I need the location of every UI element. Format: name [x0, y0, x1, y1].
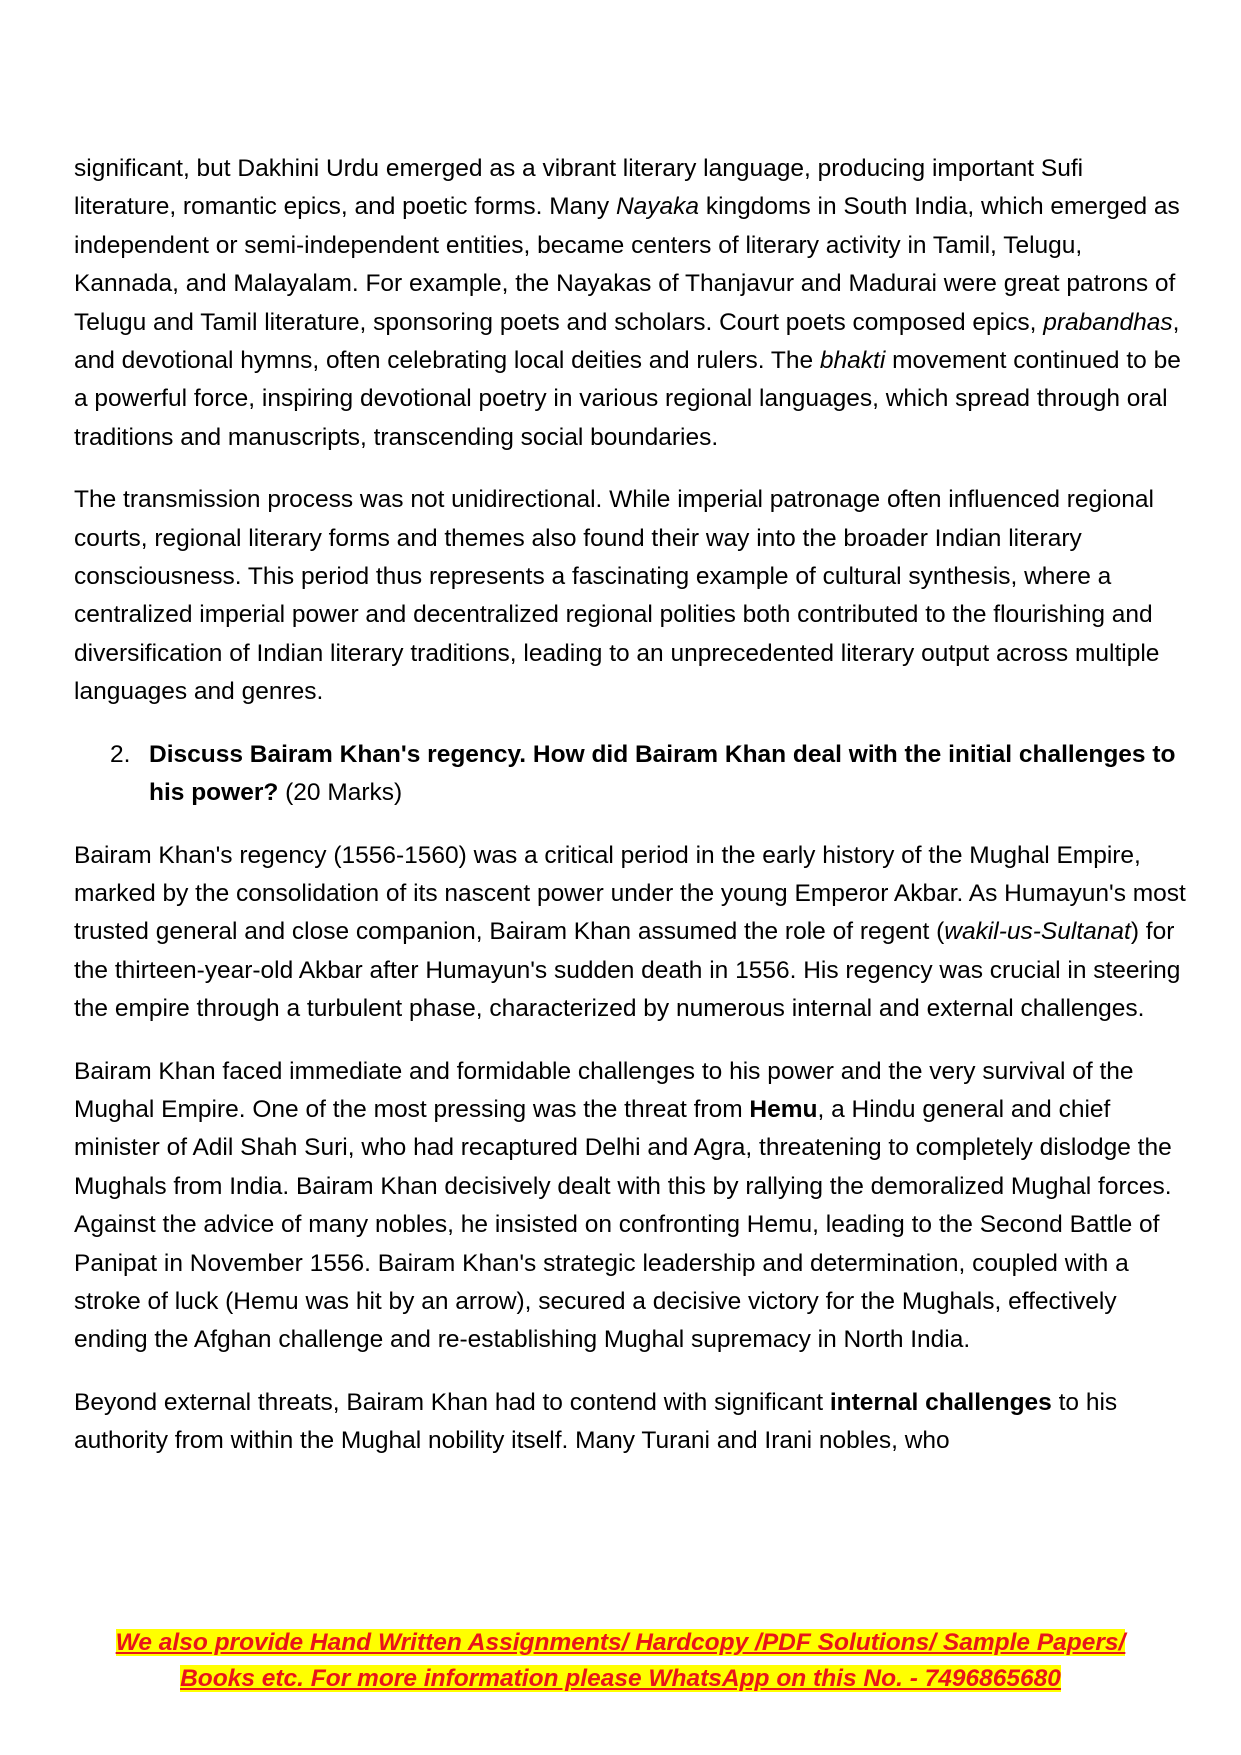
- text-run: Beyond external threats, Bairam Khan had to contend with significant: [74, 1388, 830, 1416]
- paragraph-regency-intro: [74, 837, 1186, 1029]
- bold-term-internal-challenges: internal challenges: [829, 1388, 1052, 1416]
- question-marks: (20 Marks): [278, 779, 403, 807]
- italic-term-bhakti: bhakti: [819, 347, 886, 375]
- text-run: kingdoms in South India, which emerged as independent or semi-independent entities, became centers of literary activity in Tamil, Telugu, Kannada, and Malayalam. For example, the Nayakas of Thanjavur and Madurai were great patrons of Telugu and Tamil literature, sponsoring poets and scholars. Court poets composed epics,: [74, 193, 1180, 336]
- text-run: Bairam Khan's regency (1556-1560) was a critical period in the early history of the Mughal Empire, marked by the consolidation of its nascent power under the young Emperor Akbar. As Humayun's most trusted general and close companion, Bairam Khan assumed the role of regent (: [74, 841, 1186, 946]
- text-run: , and devotional hymns, often celebrating local deities and rulers. The: [74, 308, 1180, 375]
- promo-line-1: We also provide Hand Written Assignments/ Hardcopy /PDF Solutions/ Sample Papers/: [115, 1629, 1126, 1656]
- text-run: significant, but Dakhini Urdu emerged as a vibrant literary language, producing important Sufi literature, romantic epics, and poetic forms. Many: [74, 155, 1084, 221]
- italic-term-prabandhas: prabandhas: [1043, 308, 1173, 336]
- italic-term-wakil: wakil-us-Sultanat: [944, 918, 1131, 946]
- text-run: movement continued to be a powerful force, inspiring devotional poetry in various regional languages, which spread through oral traditions and manuscripts, transcending social boundaries.: [74, 347, 1181, 451]
- question-heading: [74, 736, 1186, 813]
- bold-term-hemu: Hemu: [749, 1095, 818, 1123]
- italic-term-nayaka: Nayaka: [615, 193, 700, 221]
- promo-line-2: Books etc. For more information please WhatsApp on this No. - 7496865680: [180, 1665, 1061, 1692]
- paragraph-regional-literature: [74, 150, 1186, 457]
- question-text: Discuss Bairam Khan's regency. How did Bairam Khan deal with the initial challenges to his power?: [149, 740, 1176, 807]
- text-run: , a Hindu general and chief minister of Adil Shah Suri, who had recaptured Delhi and Agra, threatening to completely dislodge the Mughals from India. Bairam Khan decisively dealt with this by rallying the demoralized Mughal forces. Against the advice of many nobles, he insisted on confronting Hemu, leading to the Second Battle of Panipat in November 1556. Bairam Khan's strategic leadership and determination, coupled with a stroke of luck (Hemu was hit by an arrow), secured a decisive victory for the Mughals, effectively ending the Afghan challenge and re-establishing Mughal supremacy in North India.: [74, 1095, 1172, 1354]
- text-run: to his authority from within the Mughal nobility itself. Many Turani and Irani nobles, who: [74, 1388, 1118, 1455]
- paragraph-hemu-challenge: [74, 1053, 1186, 1360]
- paragraph-transmission: The transmission process was not unidirectional. While imperial patronage often influenced regional courts, regional literary forms and themes also found their way into the broader Indian literary consciousness. This period thus represents a fascinating example of cultural synthesis, where a centralized imperial power and decentralized regional polities both contributed to the flourishing and diversification of Indian literary traditions, leading to an unprecedented literary output across multiple languages and genres.: [74, 486, 1160, 706]
- text-run: ) for the thirteen-year-old Akbar after Humayun's sudden death in 1556. His regency was crucial in steering the empire through a turbulent phase, characterized by numerous internal and external challenges.: [74, 918, 1181, 1023]
- promo-footer: [60, 1625, 1181, 1697]
- text-run: Bairam Khan faced immediate and formidable challenges to his power and the very survival of the Mughal Empire. One of the most pressing was the threat from: [74, 1057, 1134, 1123]
- question-number: 2.: [110, 740, 131, 768]
- document-body: [74, 150, 1186, 1485]
- paragraph-internal-challenges: [74, 1384, 1186, 1461]
